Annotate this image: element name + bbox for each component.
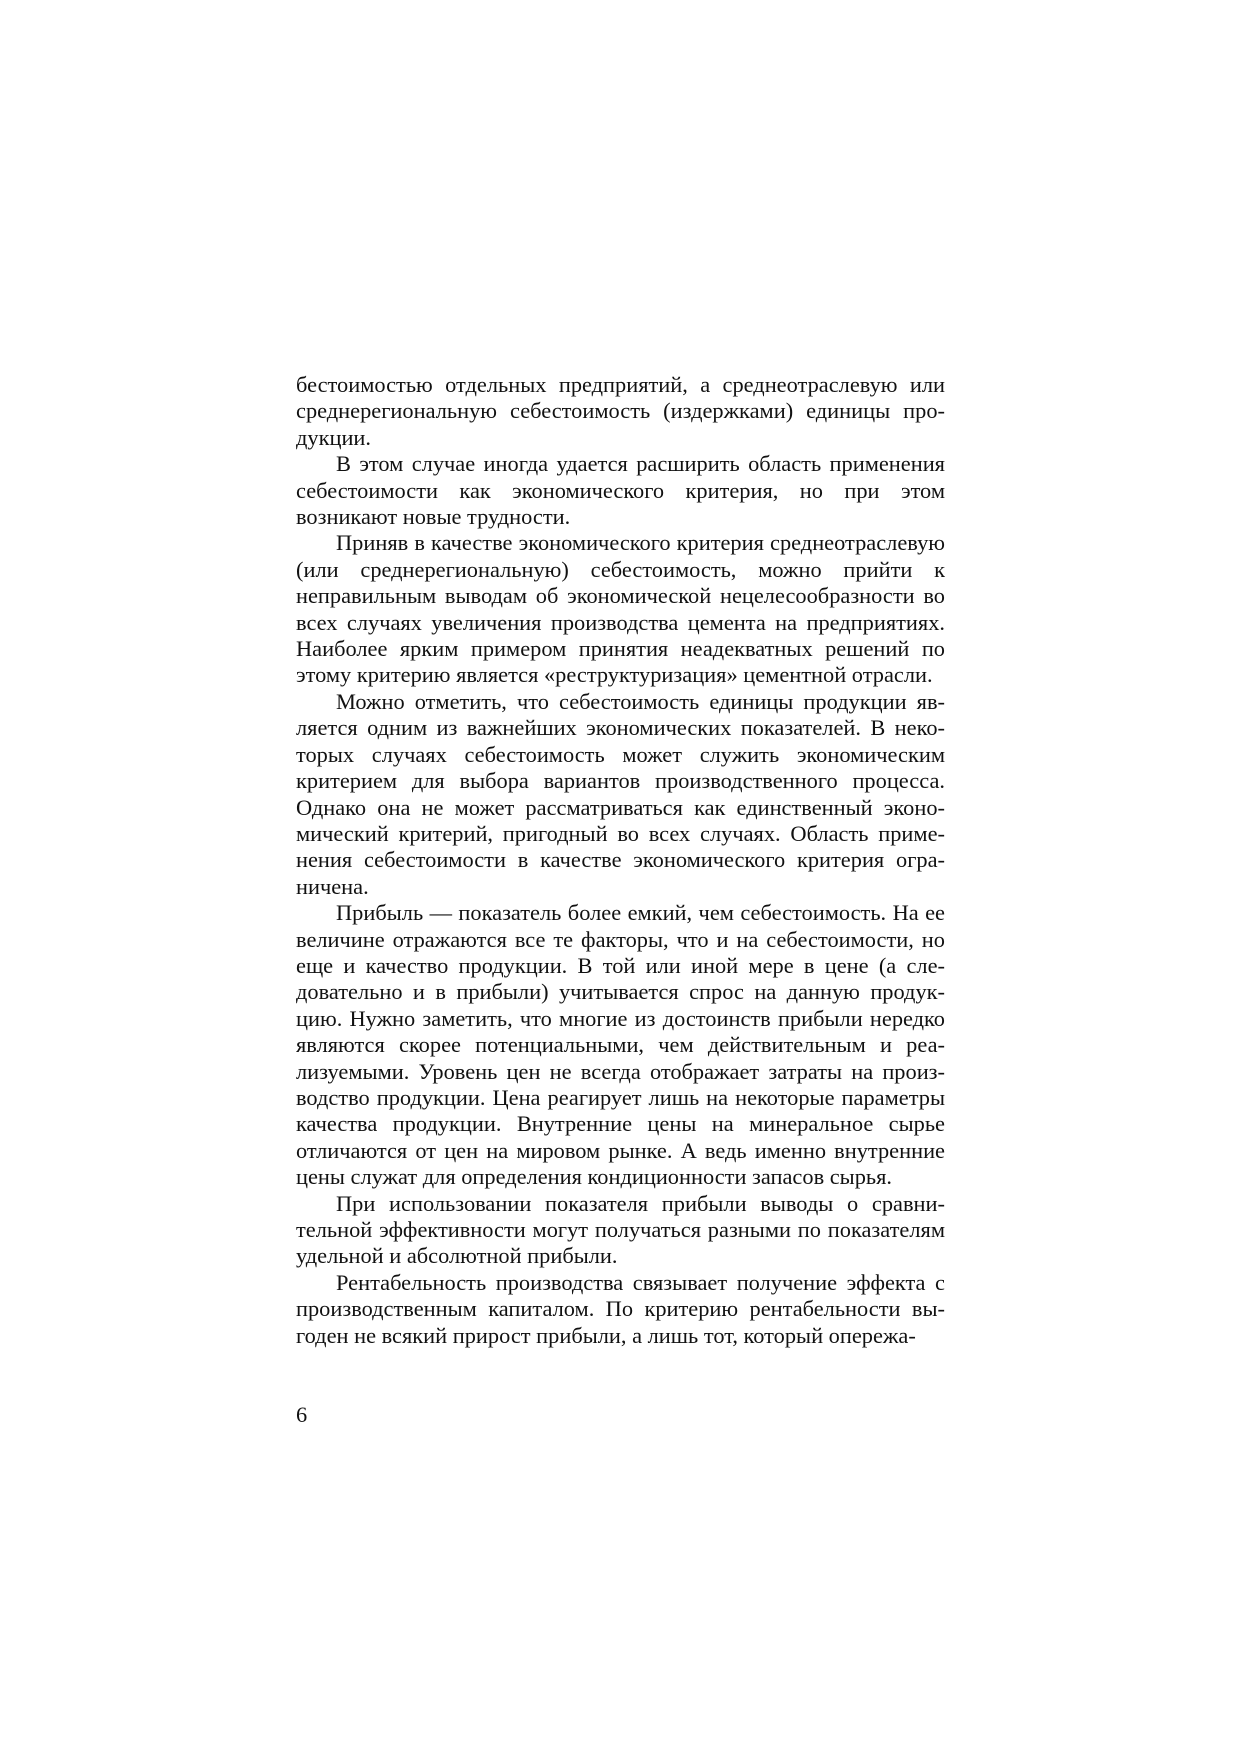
- paragraph-2: В этом случае иногда удается расширить область применения себестоимости как экономического критерия, но при этом возникают новые трудности.: [296, 451, 945, 530]
- page-number: 6: [296, 1402, 308, 1427]
- paragraph-5: Прибыль — показатель более емкий, чем себестоимость. На ее величине отражаются все те факторы, что и на себестоимости, но еще и качество продукции. В той или иной мере в цене (а следовательно и в прибыли) учитывается спрос на данную продукцию. Нужно заметить, что многие из достоинств прибыли нередко являются скорее потенциальными, чем действительным и реализуемыми. Уровень цен не всегда отображает затраты на производство продукции. Цена реагирует лишь на некоторые параметры качества продукции. Внутренние цены на минеральное сырье отличаются от цен на мировом рынке. А ведь именно внутренние цены служат для определения кондиционности запасов сырья.: [296, 900, 945, 1190]
- paragraph-4: Можно отметить, что себестоимость единицы продукции является одним из важнейших экономических показателей. В некоторых случаях себестоимость может служить экономическим критерием для выбора вариантов производственного процесса. Однако она не может рассматриваться как единственный экономический критерий, пригодный во всех случаях. Область применения себестоимости в качестве экономического критерия ограничена.: [296, 688, 945, 899]
- body-text: [296, 372, 945, 1349]
- paragraph-3: Приняв в качестве экономического критерия среднеотраслевую (или среднерегиональную) себестоимость, можно прийти к неправильным выводам об экономической нецелесообразности во всех случаях увеличения производства цемента на предприятиях. Наиболее ярким примером принятия неадекватных решений по этому критерию является «реструктуризация» цементной отрасли.: [296, 530, 945, 688]
- paragraph-7: Рентабельность производства связывает получение эффекта с производственным капиталом. По критерию рентабельности выгоден не всякий прирост прибыли, а лишь тот, который опережа-: [296, 1269, 945, 1348]
- paragraph-6: При использовании показателя прибыли выводы о сравнительной эффективности могут получаться разными по показателям удельной и абсолютной прибыли.: [296, 1190, 945, 1269]
- paragraph-1: бестоимостью отдельных предприятий, а среднеотраслевую или среднерегиональную себестоимость (издержками) единицы продукции.: [296, 372, 945, 450]
